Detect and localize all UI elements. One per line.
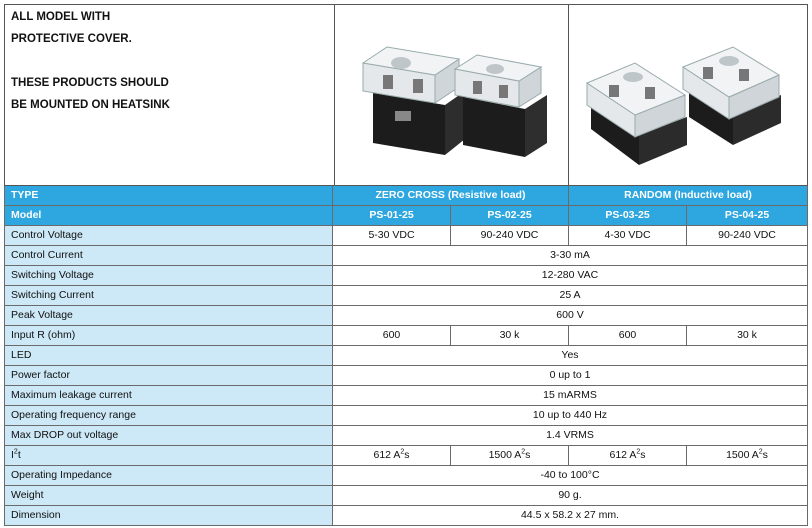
note-line-3: THESE PRODUCTS SHOULD [11,77,169,89]
table-row [4,466,808,486]
value-sup: 2 [521,448,526,456]
row-label: LED [4,346,333,366]
table-row [4,346,808,366]
random-header: RANDOM (Inductive load) [569,186,808,206]
table-row [4,306,808,326]
model-label: Model [4,206,333,226]
value-cell [333,446,451,466]
value-cell: 10 up to 440 Hz [333,406,808,426]
row-label: Max DROP out voltage [4,426,333,446]
value-cell [569,446,687,466]
value-cell: 30 k [451,326,569,346]
note-line-2: PROTECTIVE COVER. [11,33,132,45]
table-row [4,426,808,446]
table-row [4,246,808,266]
row-label: Control Current [4,246,333,266]
table-row [4,406,808,426]
value-number: 1500 A [488,449,522,461]
zero-cross-relay-photo [335,5,569,185]
table-row [4,486,808,506]
top-section [4,4,808,186]
note-line-4: BE MOUNTED ON HEATSINK [11,99,170,111]
row-label: Maximum leakage current [4,386,333,406]
random-relay-photo [569,5,807,185]
value-unit: s [404,449,410,461]
mounting-note [5,5,335,185]
value-cell [451,446,569,466]
relay-image-left [587,63,687,165]
row-label [4,446,333,466]
row-label: Dimension [4,506,333,526]
relay-image-right [683,47,781,145]
value-cell: -40 to 100°C [333,466,808,486]
value-cell: 600 [569,326,687,346]
value-unit: s [762,449,768,461]
value-cell: 15 mARMS [333,386,808,406]
row-label: Switching Current [4,286,333,306]
value-unit: s [525,449,531,461]
spec-sheet [4,4,808,524]
row-label: Peak Voltage [4,306,333,326]
value-cell: 4-30 VDC [569,226,687,246]
row-label: Weight [4,486,333,506]
row-label: Control Voltage [4,226,333,246]
table-row [4,366,808,386]
table-row [4,446,808,466]
model-cell: PS-03-25 [569,206,687,226]
type-header-row [4,186,808,206]
value-number: 1500 A [726,449,759,461]
value-cell: 600 V [333,306,808,326]
table-row [4,326,808,346]
row-label: Input R (ohm) [4,326,333,346]
value-number: 612 A [609,449,637,461]
table-row [4,266,808,286]
value-cell: 90-240 VDC [687,226,808,246]
model-cell: PS-04-25 [687,206,808,226]
row-label: Operating Impedance [4,466,333,486]
value-cell: 12-280 VAC [333,266,808,286]
i2t-label-base: I [11,449,14,461]
value-cell: Yes [333,346,808,366]
value-cell: 0 up to 1 [333,366,808,386]
zero-cross-header: ZERO CROSS (Resistive load) [333,186,569,206]
row-label: Switching Voltage [4,266,333,286]
model-cell: PS-02-25 [451,206,569,226]
table-row [4,226,808,246]
model-header-row [4,206,808,226]
value-cell: 1.4 VRMS [333,426,808,446]
value-cell: 600 [333,326,451,346]
value-cell [687,446,808,466]
type-label: TYPE [4,186,333,206]
value-unit: s [640,449,646,461]
value-cell: 25 A [333,286,808,306]
value-cell: 5-30 VDC [333,226,451,246]
value-cell: 90 g. [333,486,808,506]
value-cell: 90-240 VDC [451,226,569,246]
value-cell: 44.5 x 58.2 x 27 mm. [333,506,808,526]
value-sup: 2 [758,448,763,456]
table-row [4,286,808,306]
value-cell: 30 k [687,326,808,346]
table-row [4,506,808,526]
value-sup: 2 [636,448,641,456]
row-label: Power factor [4,366,333,386]
row-label: Operating frequency range [4,406,333,426]
table-row [4,386,808,406]
relay-image-right [455,55,547,157]
value-number: 612 A [373,449,401,461]
model-cell: PS-01-25 [333,206,451,226]
i2t-label-sup: 2 [13,448,18,456]
value-sup: 2 [400,448,405,456]
relay-image-left [363,47,465,155]
i2t-label-tail: t [17,449,21,461]
note-line-1: ALL MODEL WITH [11,11,111,23]
value-cell: 3-30 mA [333,246,808,266]
